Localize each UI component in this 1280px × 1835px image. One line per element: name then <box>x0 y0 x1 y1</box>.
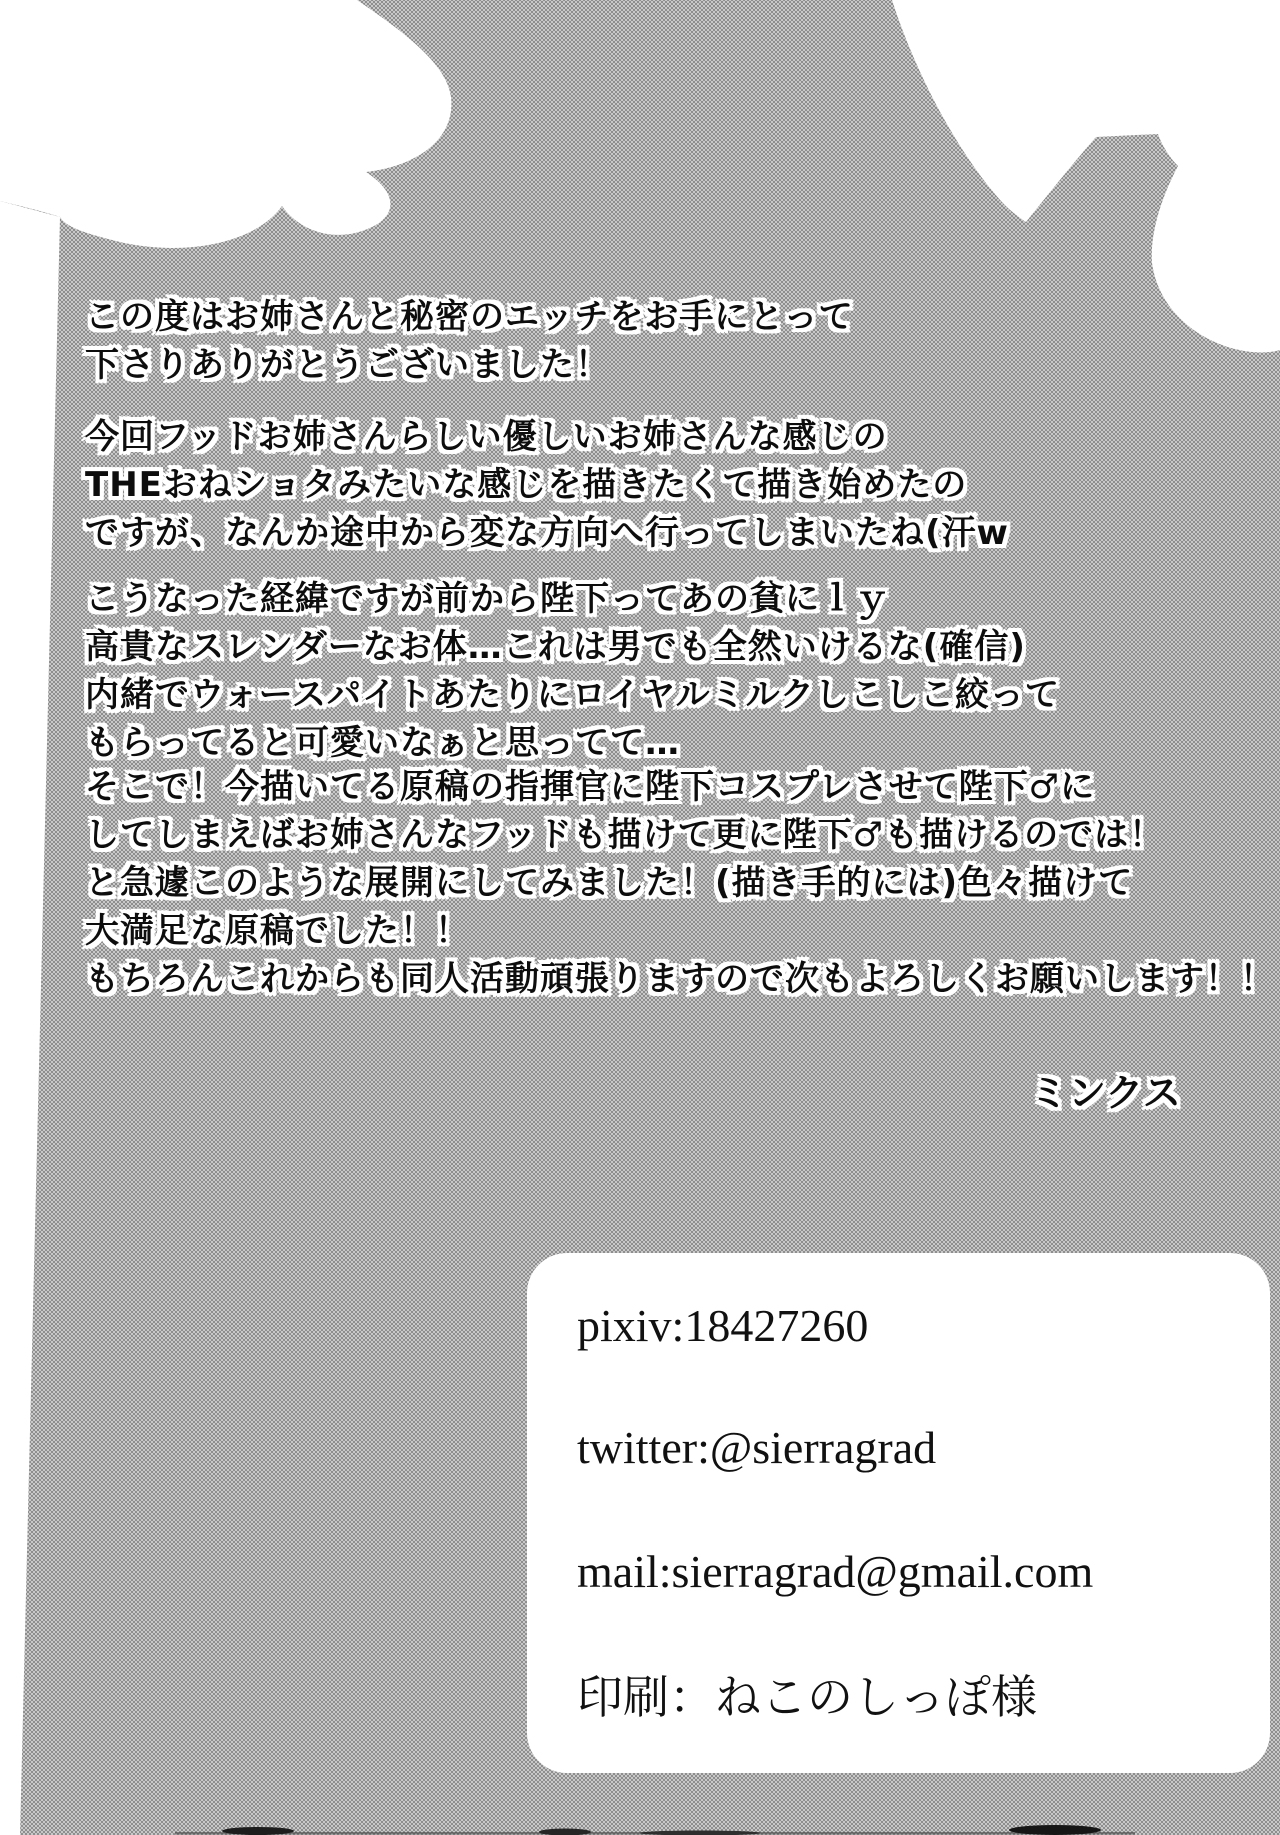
afterword-line: ですが、なんか途中から変な方向へ行ってしまいたね(汗w <box>85 513 1009 553</box>
cloud-right <box>892 0 1280 352</box>
bottom-scan-artifacts <box>175 1825 1135 1835</box>
afterword-line: してしまえばお姉さんなフッドも描けて更に陛下♂も描けるのでは！ <box>85 815 1165 855</box>
afterword-paragraph-1 <box>85 293 854 389</box>
afterword-paragraph-3 <box>85 575 1060 767</box>
afterword-line: 高貴なスレンダーなお体…これは男でも全然いけるな(確信) <box>85 627 1026 667</box>
afterword-line: もらってると可愛いなぁと思ってて… <box>85 723 680 763</box>
cloud-left <box>0 0 451 248</box>
left-page-edge <box>0 201 60 1835</box>
afterword-paragraph-2 <box>85 413 1009 557</box>
afterword-line: 下さりありがとうございました！ <box>85 345 610 385</box>
afterword-line: THEおねショタみたいな感じを描きたくて描き始めたの <box>85 465 968 505</box>
contact-twitter: twitter:@sierragrad <box>577 1422 937 1473</box>
afterword-line: 大満足な原稿でした！！ <box>85 911 470 951</box>
afterword-line: この度はお姉さんと秘密のエッチをお手にとって <box>85 297 854 337</box>
contact-pixiv: pixiv:18427260 <box>577 1300 869 1351</box>
afterword-paragraph-5 <box>85 955 1275 1003</box>
afterword-paragraph-4 <box>85 763 1164 955</box>
afterword-line: そこで！今描いてる原稿の指揮官に陛下コスプレさせて陛下♂に <box>85 767 1096 807</box>
contact-box <box>527 1253 1270 1773</box>
afterword-line: もちろんこれからも同人活動頑張りますので次もよろしくお願いします！！ <box>85 959 1275 999</box>
afterword-line: こうなった経緯ですが前から陛下ってあの貧にｌｙ <box>85 579 890 619</box>
afterword-line: 今回フッドお姉さんらしい優しいお姉さんな感じの <box>85 417 888 457</box>
contact-mail: mail:sierragrad@gmail.com <box>577 1546 1094 1597</box>
author-signature: ミンクス <box>1030 1071 1181 1115</box>
contact-printer: 印刷：ねこのしっぽ様 <box>577 1672 1037 1723</box>
afterword-line: 内緒でウォースパイトあたりにロイヤルミルクしこしこ絞って <box>85 675 1060 715</box>
afterword-line: と急遽このような展開にしてみました！(描き手的には)色々描けて <box>85 863 1134 903</box>
